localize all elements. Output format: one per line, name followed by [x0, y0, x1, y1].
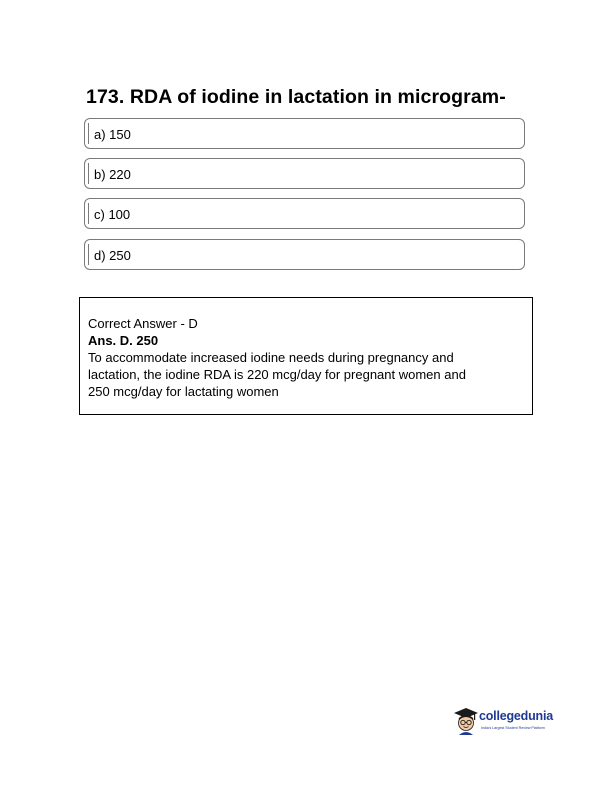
option-b-label: b) 220 [94, 167, 131, 182]
option-d-label: d) 250 [94, 248, 131, 263]
explanation-line-2: lactation, the iodine RDA is 220 mcg/day for pregnant women and [88, 367, 466, 382]
graduate-mascot-icon [453, 706, 479, 736]
logo-tagline: India's Largest Student Review Platform [481, 726, 545, 730]
question-title: 173. RDA of iodine in lactation in microgram- [86, 86, 506, 108]
explanation-line-3: 250 mcg/day for lactating women [88, 384, 279, 399]
option-a-label: a) 150 [94, 127, 131, 142]
correct-answer-line: Correct Answer - D [88, 316, 198, 331]
logo-name: collegedunia [479, 709, 554, 723]
collegedunia-logo [453, 704, 573, 740]
option-c-label: c) 100 [94, 207, 131, 222]
option-d[interactable] [84, 239, 525, 270]
option-c[interactable] [84, 198, 525, 229]
answer-heading: Ans. D. 250 [88, 333, 159, 348]
option-b[interactable] [84, 158, 525, 189]
option-a[interactable] [84, 118, 525, 149]
answer-box [79, 297, 533, 415]
explanation-line-1: To accommodate increased iodine needs during pregnancy and [88, 350, 454, 365]
